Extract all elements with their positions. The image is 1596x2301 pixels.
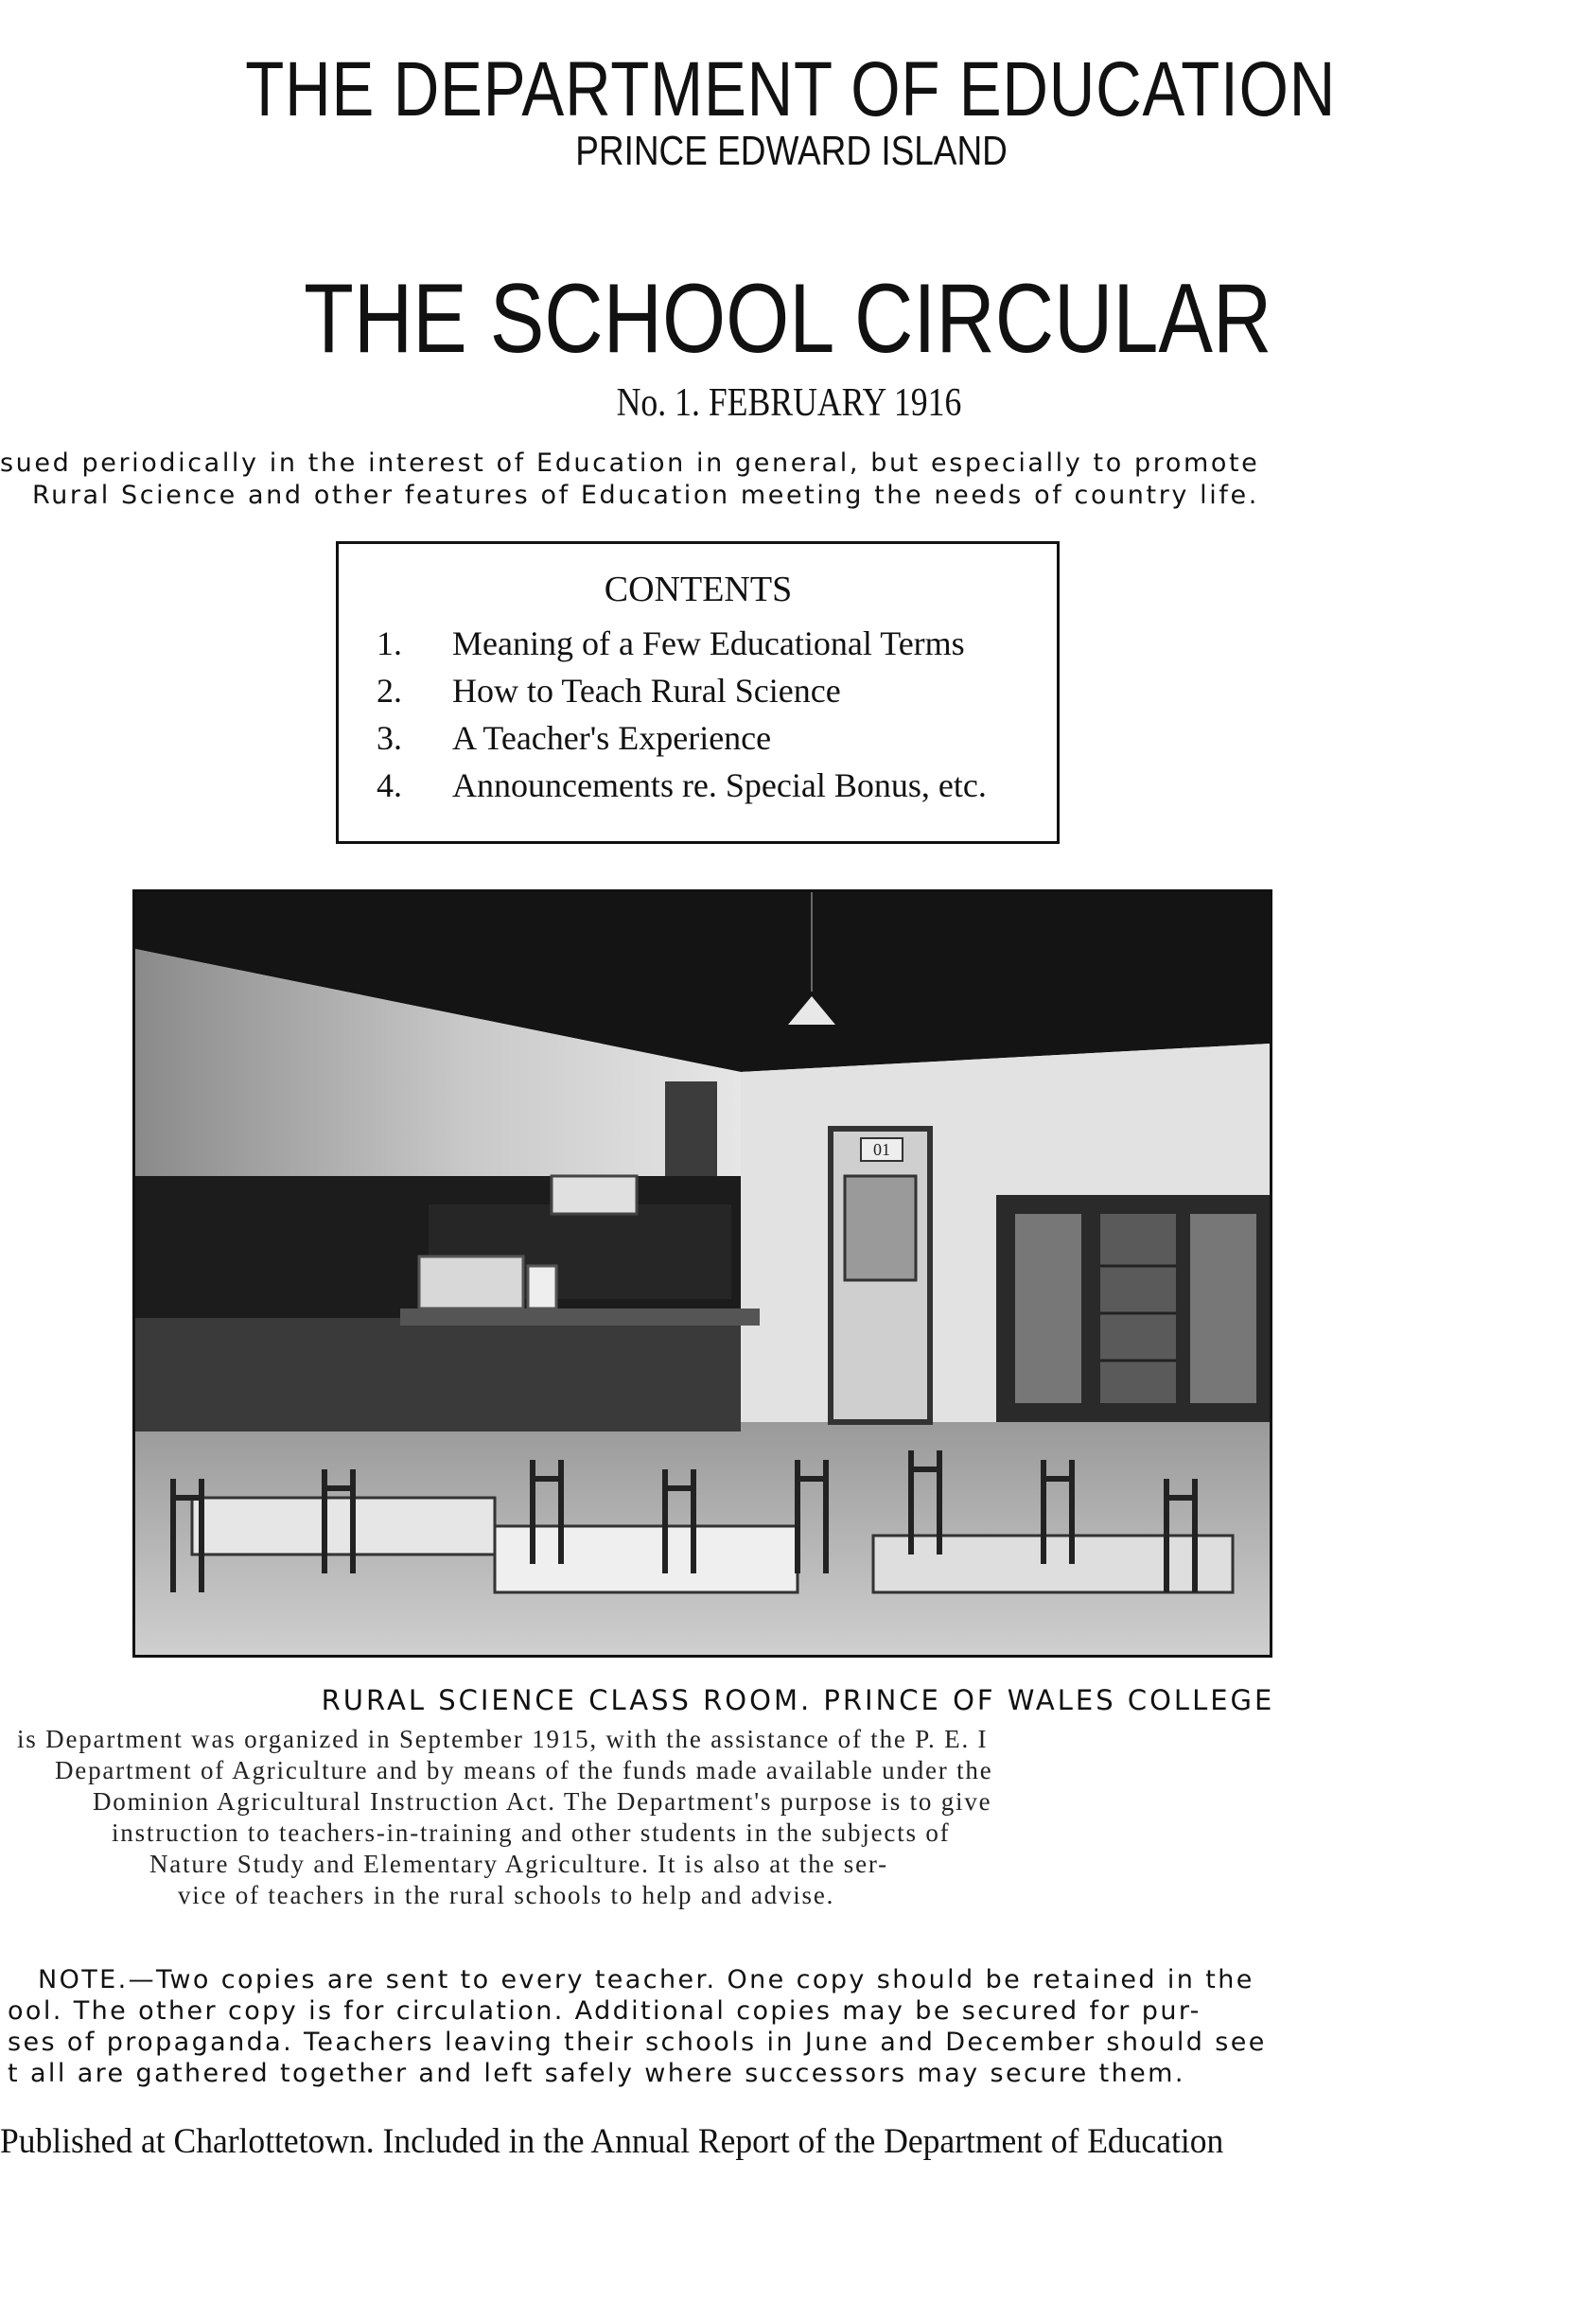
- contents-item: [377, 671, 841, 711]
- paragraph-line: Nature Study and Elementary Agriculture. It is also at the ser-: [149, 1850, 888, 1878]
- blurb-line-2: Rural Science and other features of Education meeting the needs of country life.: [32, 481, 1259, 510]
- paragraph-line: Dominion Agricultural Instruction Act. The Department's purpose is to give: [93, 1787, 992, 1816]
- note-line: ses of propaganda. Teachers leaving their schools in June and December should see: [8, 2028, 1267, 2057]
- door-sign: 01: [873, 1140, 890, 1159]
- publication-footer: Published at Charlottetown. Included in the Annual Report of the Department of Education: [0, 2122, 1224, 2161]
- contents-item-text: A Teacher's Experience: [452, 719, 772, 757]
- issue-line: No. 1. FEBRUARY 1916: [616, 381, 962, 425]
- note-line: ool. The other copy is for circulation. Additional copies may be secured for pur-: [8, 1996, 1201, 2026]
- contents-item: [377, 718, 771, 758]
- note-line: t all are gathered together and left safely where successors may secure them.: [8, 2059, 1185, 2088]
- classroom-photo: [132, 889, 1272, 1658]
- paragraph-line: instruction to teachers-in-training and other students in the subjects of: [112, 1818, 951, 1847]
- photo-caption: RURAL SCIENCE CLASS ROOM. PRINCE OF WALES COLLEGE: [321, 1684, 1275, 1716]
- contents-box: [336, 541, 1060, 844]
- contents-item-text: Meaning of a Few Educational Terms: [452, 624, 965, 662]
- paragraph-line: vice of teachers in the rural schools to help and advise.: [178, 1881, 835, 1909]
- note-line: NOTE.—Two copies are sent to every teacher. One copy should be retained in the: [38, 1965, 1254, 1994]
- classroom-illustration: [135, 892, 1270, 1655]
- department-title: THE DEPARTMENT OF EDUCATION: [245, 46, 1337, 132]
- blurb-line-1: sued periodically in the interest of Education in general, but especially to promote: [0, 448, 1260, 478]
- contents-item: [377, 765, 987, 805]
- paragraph-line: is Department was organized in September 1915, with the assistance of the P. E. I: [17, 1725, 989, 1753]
- contents-item-number: 3.: [377, 719, 402, 757]
- paragraph-line: Department of Agriculture and by means of the funds made available under the: [55, 1756, 993, 1784]
- contents-item-text: Announcements re. Special Bonus, etc.: [452, 766, 987, 804]
- contents-heading: CONTENTS: [604, 570, 793, 609]
- contents-item-text: How to Teach Rural Science: [452, 672, 841, 710]
- circular-title: THE SCHOOL CIRCULAR: [304, 264, 1272, 374]
- contents-item-number: 2.: [377, 672, 402, 710]
- contents-item-number: 1.: [377, 624, 402, 662]
- contents-item: [377, 624, 965, 663]
- contents-item-number: 4.: [377, 766, 402, 804]
- province-subtitle: PRINCE EDWARD ISLAND: [575, 128, 1008, 174]
